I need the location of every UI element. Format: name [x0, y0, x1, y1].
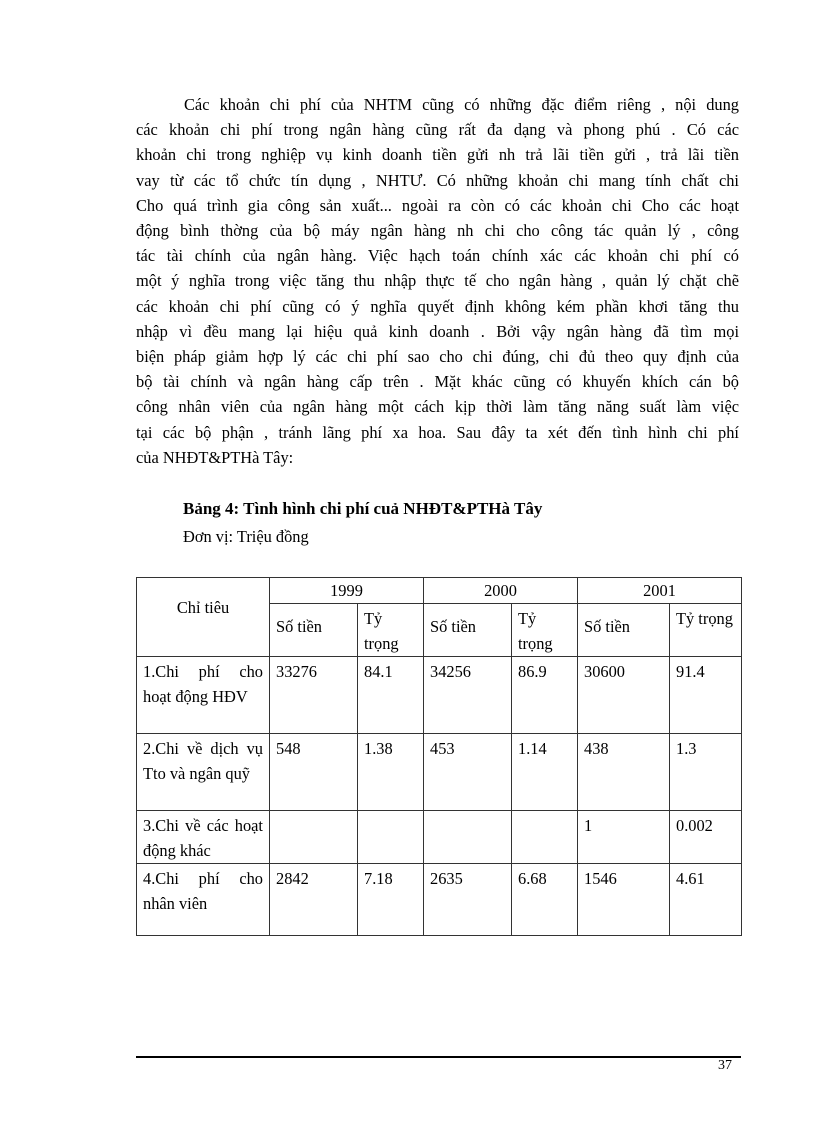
share-cell: 91.4: [670, 657, 742, 734]
year-header: 1999: [270, 578, 424, 604]
share-cell: 1.3: [670, 734, 742, 811]
amount-cell: 1546: [578, 864, 670, 936]
criteria-header: Chỉ tiêu: [137, 578, 270, 657]
share-cell: 6.68: [512, 864, 578, 936]
cost-table: [136, 577, 742, 936]
share-cell: 84.1: [358, 657, 424, 734]
amount-cell: 30600: [578, 657, 670, 734]
year-header: 2000: [424, 578, 578, 604]
table-caption: Bảng 4: Tình hình chi phí cuả NHĐT&PTHà Tây: [183, 499, 543, 518]
share-cell: [512, 811, 578, 864]
share-cell: 0.002: [670, 811, 742, 864]
paragraph-line: một ý nghĩa trong việc tăng thu nhập thực tế cho ngân hàng , quản lý chặt chẽ: [136, 271, 739, 291]
paragraph-line: của NHĐT&PTHà Tây:: [136, 447, 294, 467]
paragraph-line: biện pháp giảm hợp lý các chi phí sao cho chi đúng, chi đủ theo quy định của: [136, 347, 739, 367]
share-cell: 7.18: [358, 864, 424, 936]
row-label: 1.Chi phí cho hoạt động HĐV: [137, 657, 270, 734]
page-number: 37: [718, 1058, 732, 1073]
paragraph-line: tác tài chính của ngân hàng. Việc hạch toán chính xác các khoản chi phí có: [136, 246, 739, 266]
table-row: [137, 811, 742, 864]
row-label: 2.Chi về dịch vụ Tto và ngân quỹ: [137, 734, 270, 811]
footer-rule: [136, 1056, 741, 1058]
paragraph-line: công nhân viên của ngân hàng một cách kịp thời làm tăng năng suất làm việc: [136, 397, 739, 417]
paragraph-line: tại các bộ phận , tránh lãng phí xa hoa. Sau đây ta xét đến tình hình chi phí: [136, 422, 739, 442]
row-label: 4.Chi phí cho nhân viên: [137, 864, 270, 936]
paragraph-line: các khoản chi phí cũng có ý nghĩa quyết định không kém phần khơi tăng thu: [136, 296, 739, 316]
year-header-row: [137, 578, 742, 604]
paragraph-line: nhập vì đều mang lại hiệu quả kinh doanh . Bởi vậy ngân hàng đã tìm mọi: [136, 321, 739, 341]
share-header: Tỷ trọng: [512, 604, 578, 657]
share-header: Tỷ trọng: [358, 604, 424, 657]
table-row: [137, 657, 742, 734]
amount-header: Số tiền: [578, 604, 670, 657]
paragraph-line: động bình thờng của bộ máy ngân hàng nh chi cho công tác quản lý , công: [136, 221, 739, 241]
paragraph-line: Các khoản chi phí của NHTM cũng có những đặc điểm riêng , nội dung: [184, 95, 739, 114]
year-header: 2001: [578, 578, 742, 604]
amount-cell: [270, 811, 358, 864]
share-header: Tỷ trọng: [670, 604, 742, 657]
amount-header: Số tiền: [270, 604, 358, 657]
share-cell: 4.61: [670, 864, 742, 936]
paragraph-line: vay từ các tổ chức tín dụng , NHTƯ. Có những khoản chi mang tính chất chi: [136, 170, 739, 190]
amount-cell: 2635: [424, 864, 512, 936]
row-label: 3.Chi về các hoạt động khác: [137, 811, 270, 864]
paragraph-line: khoản chi trong nghiệp vụ kinh doanh tiền gửi nh trả lãi tiền gửi , trả lãi tiền: [136, 145, 739, 165]
table-row: [137, 734, 742, 811]
amount-cell: 438: [578, 734, 670, 811]
amount-cell: 548: [270, 734, 358, 811]
unit-label: Đơn vị: Triệu đồng: [183, 527, 309, 546]
paragraph-line: bộ tài chính và ngân hàng cấp trên . Mặt khác cũng có khuyến khích cán bộ: [136, 372, 739, 392]
amount-cell: 34256: [424, 657, 512, 734]
amount-cell: 2842: [270, 864, 358, 936]
paragraph-line: Cho quá trình gia công sản xuất... ngoài ra còn có các khoản chi Cho các hoạt: [136, 195, 739, 215]
body-paragraph: [136, 92, 739, 470]
paragraph-line: các khoản chi phí trong ngân hàng cũng rất đa dạng và phong phú . Có các: [136, 120, 739, 140]
amount-cell: 1: [578, 811, 670, 864]
share-cell: [358, 811, 424, 864]
share-cell: 86.9: [512, 657, 578, 734]
amount-cell: 33276: [270, 657, 358, 734]
amount-header: Số tiền: [424, 604, 512, 657]
amount-cell: 453: [424, 734, 512, 811]
share-cell: 1.38: [358, 734, 424, 811]
table-row: [137, 864, 742, 936]
share-cell: 1.14: [512, 734, 578, 811]
amount-cell: [424, 811, 512, 864]
